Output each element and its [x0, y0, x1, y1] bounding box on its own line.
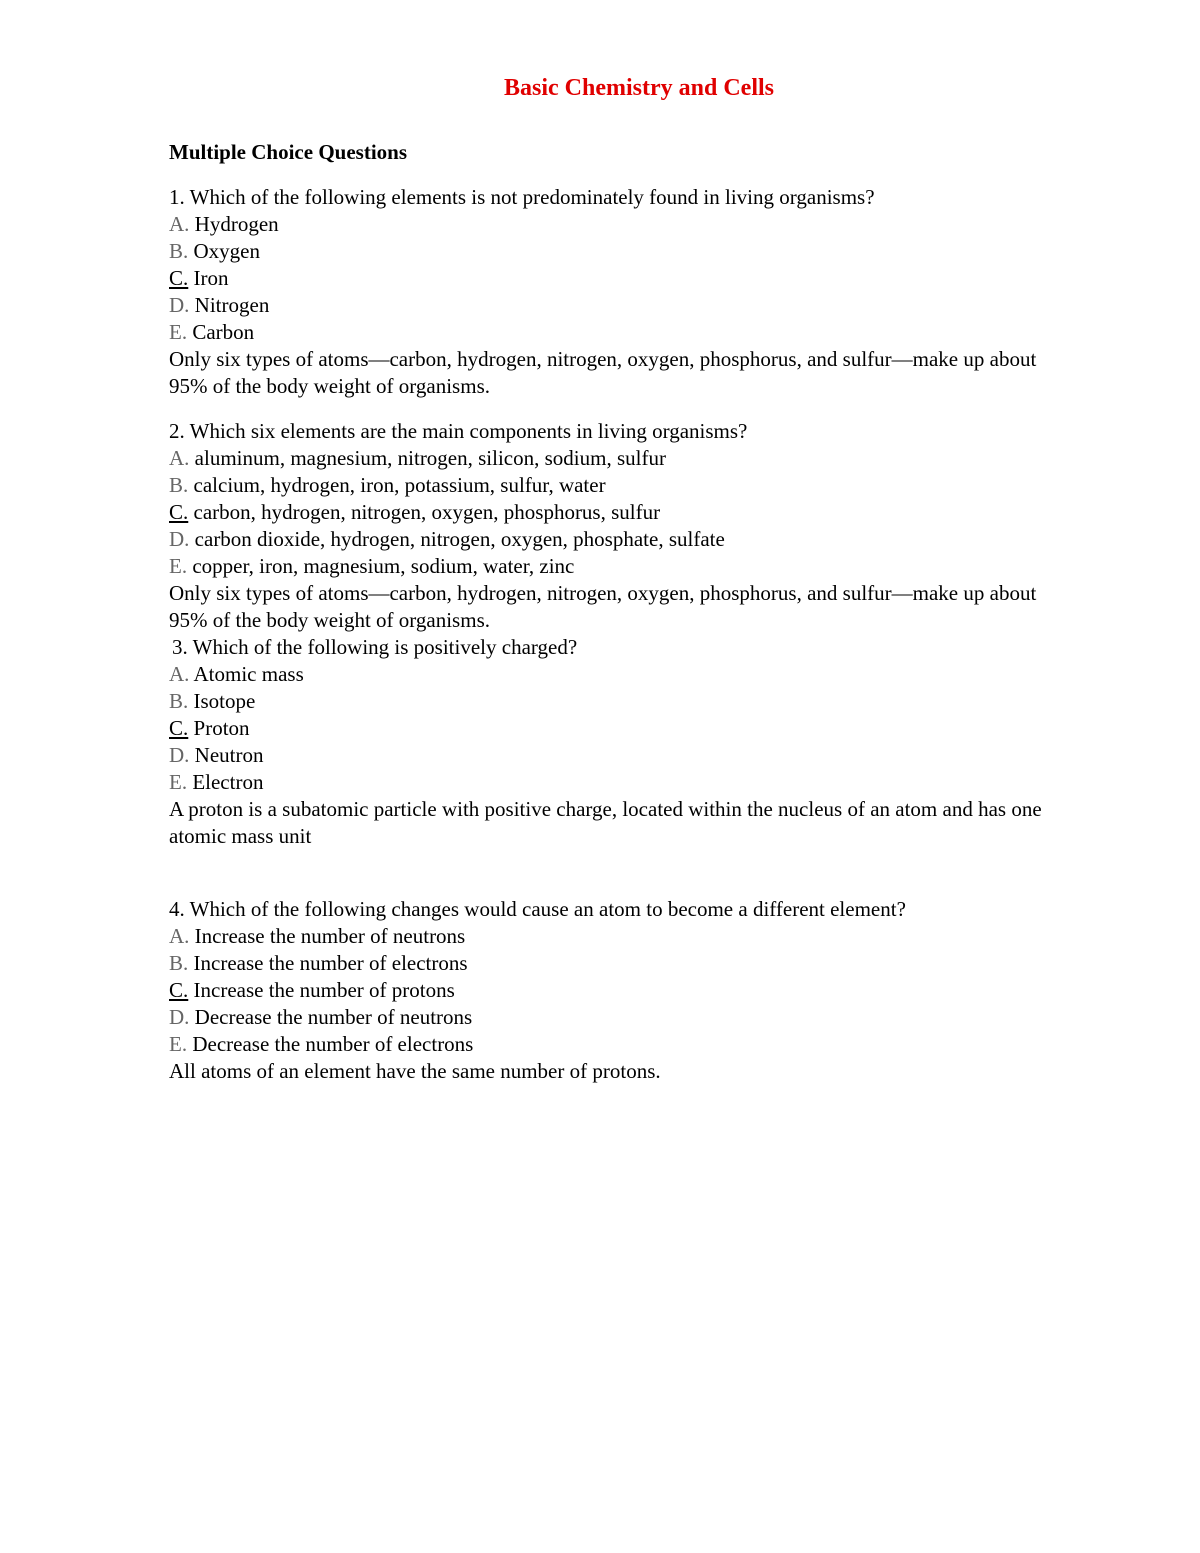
option-a [169, 661, 1049, 688]
answer-explanation: All atoms of an element have the same number of protons. [169, 1059, 661, 1083]
option-text: Carbon [187, 320, 255, 344]
option-letter: D. [169, 1005, 190, 1029]
option-text: aluminum, magnesium, nitrogen, silicon, sodium, sulfur [189, 446, 666, 470]
option-a [169, 211, 1049, 238]
option-b [169, 238, 1049, 265]
option-letter: A. [169, 446, 190, 470]
option-c-correct [169, 715, 1049, 742]
option-letter: A. [169, 662, 190, 686]
option-d [169, 742, 1049, 769]
option-text: Iron [188, 266, 229, 290]
question-text: 3. Which of the following is positively charged? [172, 635, 578, 659]
option-d [169, 1004, 1049, 1031]
correct-answer-letter: C. [169, 978, 189, 1002]
option-text: Increase the number of neutrons [189, 924, 466, 948]
answer-explanation: A proton is a subatomic particle with positive charge, located within the nucleus of an atom and has one atomic mass unit [169, 797, 1042, 848]
option-letter: E. [169, 320, 188, 344]
option-c-correct [169, 499, 1049, 526]
option-letter: A. [169, 924, 190, 948]
document-title: Basic Chemistry and Cells [504, 75, 774, 101]
option-b [169, 688, 1049, 715]
option-letter: D. [169, 527, 190, 551]
option-text: Neutron [189, 743, 264, 767]
option-c-correct [169, 265, 1049, 292]
option-text: Increase the number of protons [188, 978, 455, 1002]
option-text: Proton [188, 716, 250, 740]
option-a [169, 445, 1049, 472]
question-2 [169, 418, 1049, 634]
option-text: Atomic mass [189, 662, 304, 686]
question-text: 2. Which six elements are the main components in living organisms? [169, 419, 748, 443]
option-text: Electron [187, 770, 264, 794]
option-letter: B. [169, 239, 189, 263]
correct-answer-letter: C. [169, 500, 189, 524]
option-text: calcium, hydrogen, iron, potassium, sulfur, water [188, 473, 606, 497]
option-text: Isotope [188, 689, 256, 713]
option-text: Hydrogen [189, 212, 279, 236]
option-letter: A. [169, 212, 190, 236]
option-letter: E. [169, 770, 188, 794]
option-a [169, 923, 1049, 950]
option-e [169, 1031, 1049, 1058]
question-text: 1. Which of the following elements is not predominately found in living organisms? [169, 185, 875, 209]
option-b [169, 472, 1049, 499]
option-letter: D. [169, 743, 190, 767]
option-text: Decrease the number of neutrons [189, 1005, 473, 1029]
option-b [169, 950, 1049, 977]
option-d [169, 526, 1049, 553]
option-c-correct [169, 977, 1049, 1004]
answer-explanation: Only six types of atoms—carbon, hydrogen, nitrogen, oxygen, phosphorus, and sulfur—make up about 95% of the body weight of organisms. [169, 581, 1037, 632]
option-e [169, 319, 1049, 346]
option-e [169, 769, 1049, 796]
option-text: carbon, hydrogen, nitrogen, oxygen, phosphorus, sulfur [188, 500, 661, 524]
option-text: Increase the number of electrons [188, 951, 468, 975]
document-page [169, 70, 1049, 1085]
question-4 [169, 896, 1049, 1085]
option-text: carbon dioxide, hydrogen, nitrogen, oxygen, phosphate, sulfate [189, 527, 725, 551]
option-e [169, 553, 1049, 580]
option-text: Nitrogen [189, 293, 270, 317]
option-letter: B. [169, 473, 189, 497]
option-letter: B. [169, 689, 189, 713]
section-heading: Multiple Choice Questions [169, 140, 408, 164]
option-letter: E. [169, 554, 188, 578]
option-text: copper, iron, magnesium, sodium, water, zinc [187, 554, 575, 578]
option-letter: B. [169, 951, 189, 975]
question-3 [169, 634, 1049, 850]
option-text: Decrease the number of electrons [187, 1032, 474, 1056]
answer-explanation: Only six types of atoms—carbon, hydrogen, nitrogen, oxygen, phosphorus, and sulfur—make up about 95% of the body weight of organisms. [169, 347, 1037, 398]
option-letter: E. [169, 1032, 188, 1056]
correct-answer-letter: C. [169, 716, 189, 740]
option-d [169, 292, 1049, 319]
option-letter: D. [169, 293, 190, 317]
option-text: Oxygen [188, 239, 261, 263]
question-text: 4. Which of the following changes would cause an atom to become a different element? [169, 897, 906, 921]
question-1 [169, 184, 1049, 400]
correct-answer-letter: C. [169, 266, 189, 290]
